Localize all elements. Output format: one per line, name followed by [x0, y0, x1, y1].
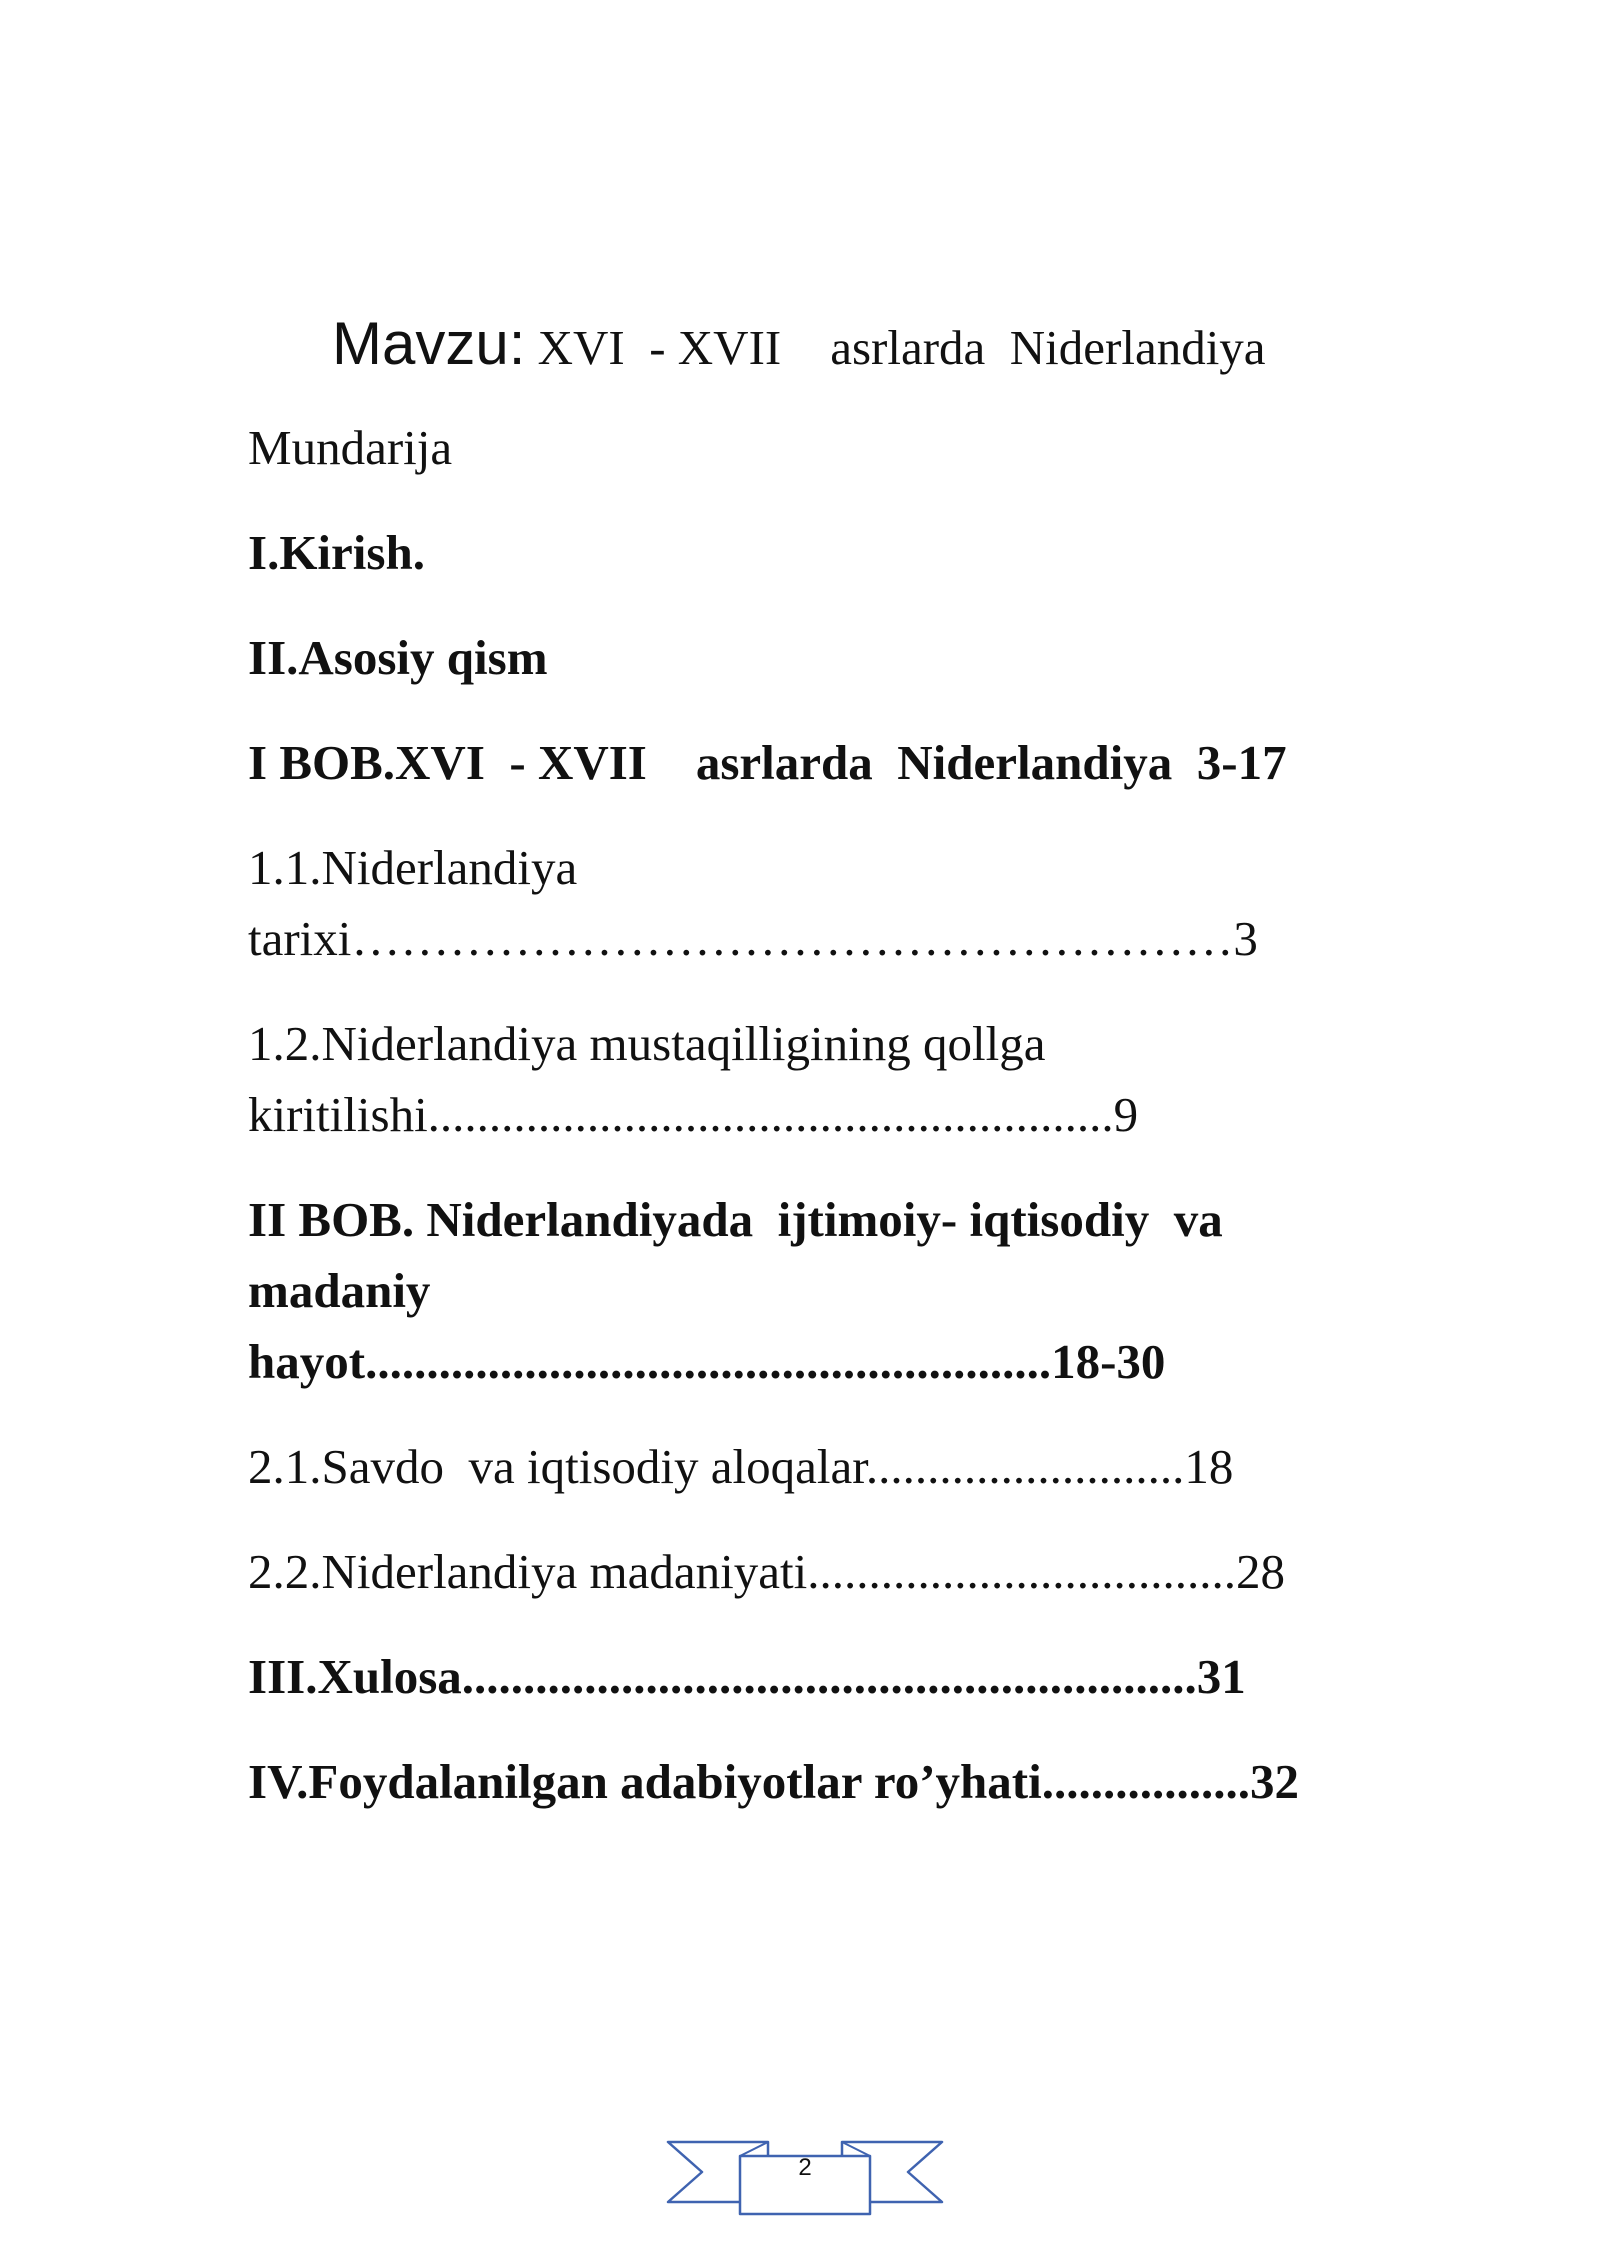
toc-entry-1-1-line2: tarixi………………………………………………3	[248, 911, 1258, 966]
toc-heading: Mundarija	[248, 420, 453, 475]
toc-entry-2-1: 2.1.Savdo va iqtisodiy aloqalar..........................18	[248, 1439, 1234, 1494]
toc-entry-1-1-line1: 1.1.Niderlandiya	[248, 840, 578, 895]
toc-entry-adabiyotlar: IV.Foydalanilgan adabiyotlar ro’yhati.................32	[248, 1754, 1299, 1809]
title-text: XVI - XVII asrlarda Niderlandiya	[525, 320, 1266, 375]
toc-entry-1-2-line1: 1.2.Niderlandiya mustaqilligining qollga	[248, 1016, 1046, 1071]
toc-entry-kirish: I.Kirish.	[248, 525, 425, 580]
title-label: Mavzu:	[332, 310, 526, 377]
toc-entry-bob-2-line2: madaniy	[248, 1263, 431, 1318]
toc-entry-xulosa: III.Xulosa............................................................31	[248, 1649, 1246, 1704]
toc-entry-1-2	[248, 1008, 1428, 1150]
toc-entry-2-2: 2.2.Niderlandiya madaniyati...................................28	[248, 1544, 1285, 1599]
toc-entry-1-1	[248, 832, 1428, 974]
toc-entry-asosiy-qism: II.Asosiy qism	[248, 630, 548, 685]
toc-entry-bob-2-line1: II BOB. Niderlandiyada ijtimoiy- iqtisodiy va	[248, 1192, 1223, 1247]
toc-entry-bob-2-line3: hayot........................................................18-30	[248, 1334, 1166, 1389]
toc-content	[248, 308, 1428, 1817]
toc-entry-bob-2	[248, 1184, 1428, 1397]
page-number: 2	[798, 2154, 812, 2181]
toc-entry-1-2-line2: kiritilishi........................................................9	[248, 1087, 1139, 1142]
toc-entry-bob-1: I BOB.XVI - XVII asrlarda Niderlandiya 3-17	[248, 735, 1287, 790]
page-number-ribbon	[664, 2134, 946, 2218]
document-title	[248, 308, 1428, 392]
